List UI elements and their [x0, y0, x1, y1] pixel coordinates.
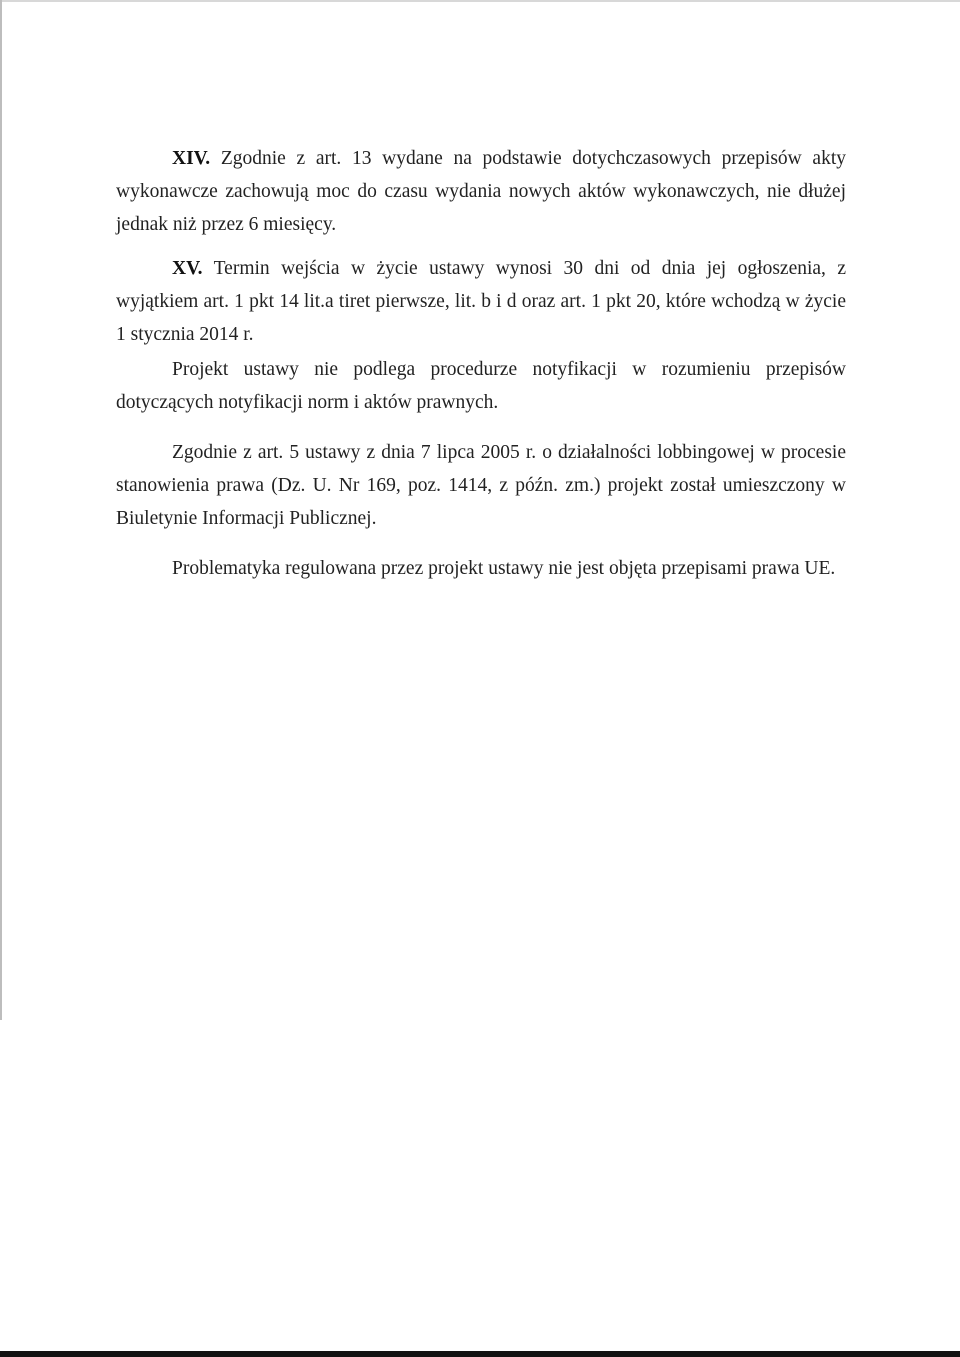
- scan-edge-top: [0, 0, 960, 2]
- paragraph-eu-law: [116, 552, 846, 585]
- paragraph-notification-text: Projekt ustawy nie podlega procedurze notyfikacji w rozumieniu przepisów dotyczących notyfikacji norm i aktów prawnych.: [116, 359, 846, 413]
- paragraph-xv-text: Termin wejścia w życie ustawy wynosi 30 dni od dnia jej ogłoszenia, z wyjątkiem art. 1 pkt 14 lit.a tiret pierwsze, lit. b i d oraz art. 1 pkt 20, które wchodzą w życie 1 stycznia 2014 r.: [116, 258, 847, 345]
- section-label-xiv: XIV.: [172, 148, 211, 169]
- paragraph-lobbying-text: Zgodnie z art. 5 ustawy z dnia 7 lipca 2005 r. o działalności lobbingowej w procesie stanowienia prawa (Dz. U. Nr 169, poz. 1414, z późn. zm.) projekt został umieszczony w Biuletynie Informacji Publicznej.: [116, 442, 846, 529]
- scan-edge-left: [0, 0, 2, 1020]
- section-label-xv: XV.: [172, 258, 203, 279]
- scan-edge-bottom: [0, 1351, 960, 1357]
- paragraph-eu-law-text: Problematyka regulowana przez projekt ustawy nie jest objęta przepisami prawa UE.: [172, 558, 836, 579]
- paragraph-xv: [116, 252, 846, 351]
- paragraph-xiv: [116, 142, 846, 241]
- paragraph-notification: [116, 353, 846, 419]
- paragraph-lobbying: [116, 436, 846, 535]
- paragraph-xiv-text: Zgodnie z art. 13 wydane na podstawie dotychczasowych przepisów akty wykonawcze zachowują moc do czasu wydania nowych aktów wykonawczych, nie dłużej jednak niż przez 6 miesięcy.: [116, 148, 846, 235]
